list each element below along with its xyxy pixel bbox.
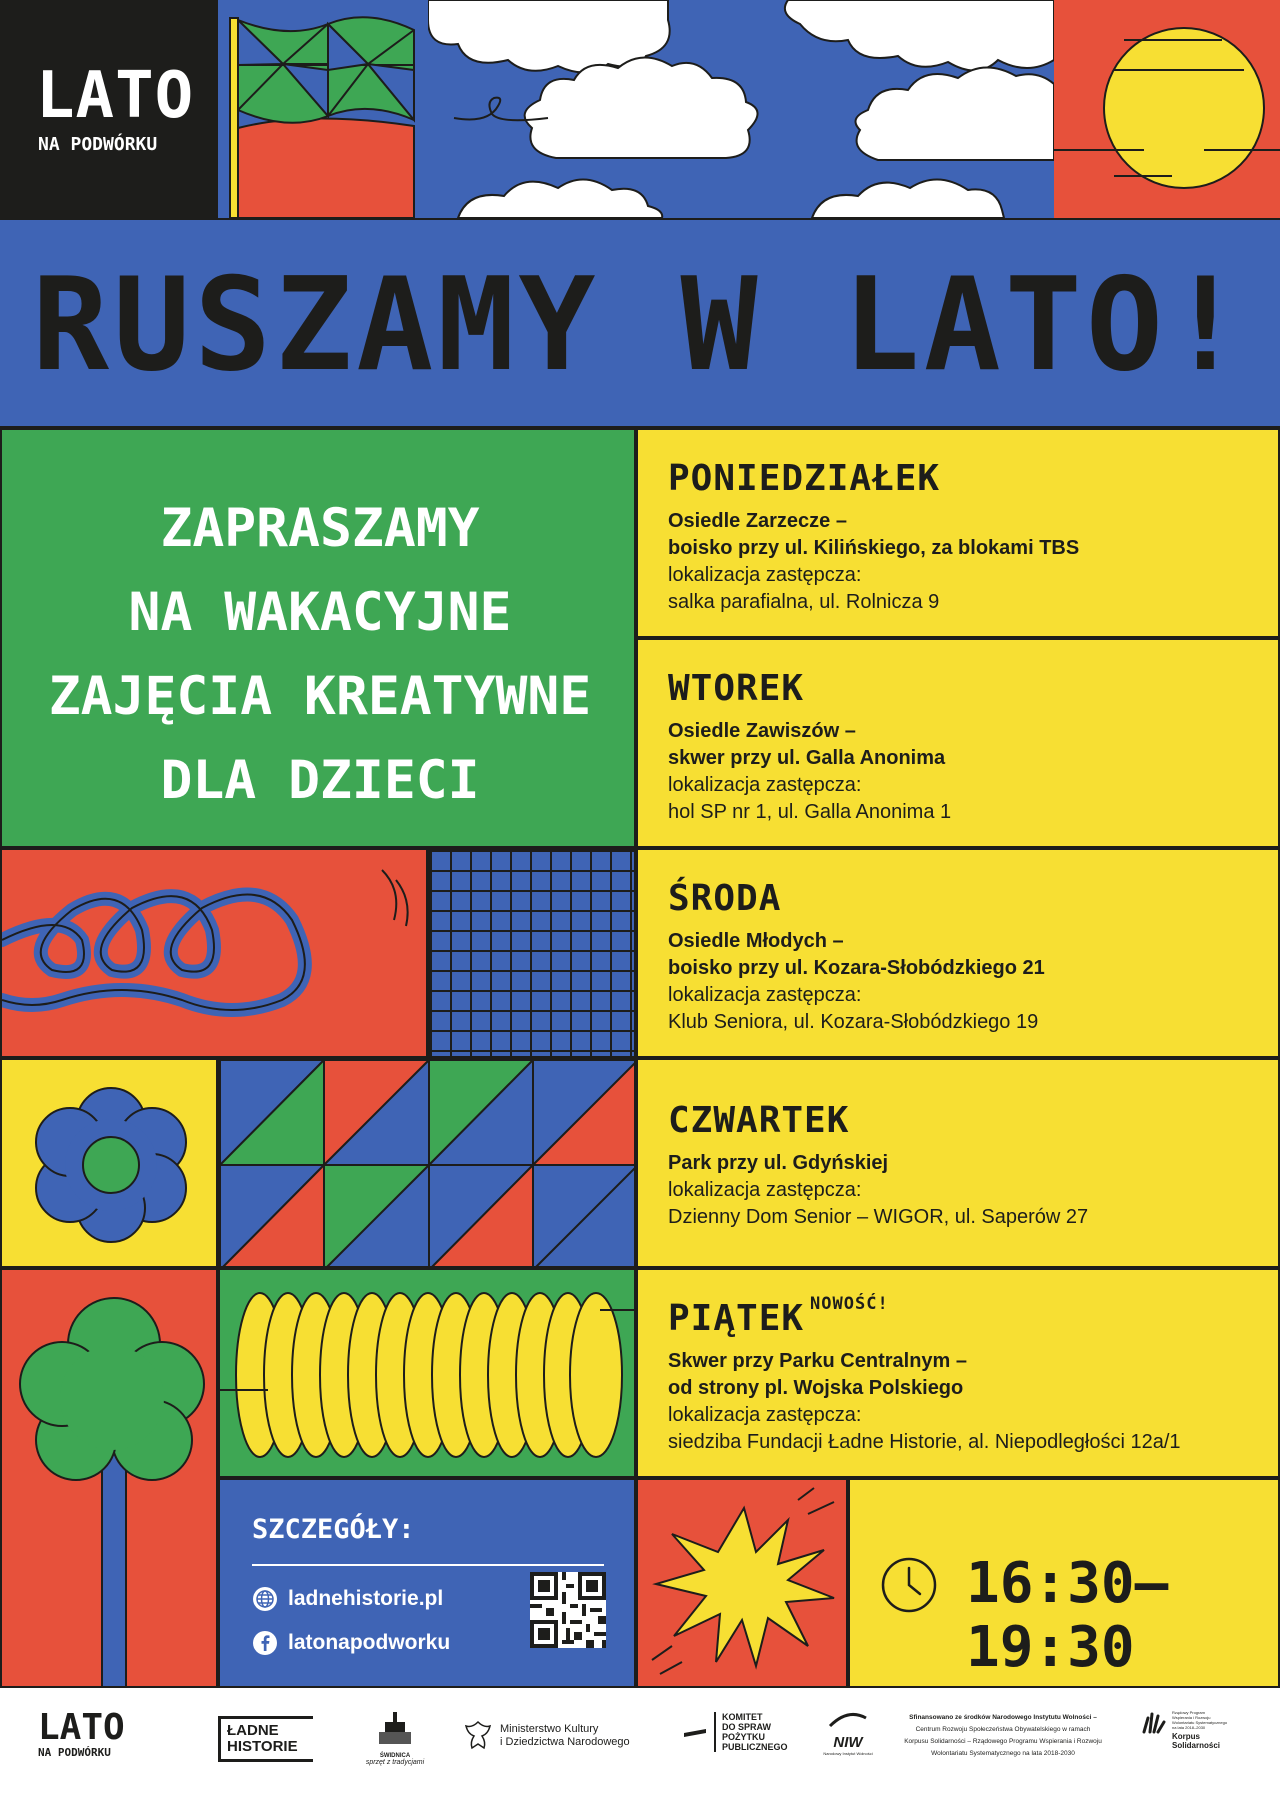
details-heading: SZCZEGÓŁY: [252,1514,415,1545]
schedule-wednesday [636,848,1280,1058]
alt-location: salka parafialna, ul. Rolnicza 9 [668,591,940,613]
alt-location: Dzienny Dom Senior – WIGOR, ul. Saperów 27 [668,1206,1089,1228]
coil-icon [220,1270,636,1478]
alt-label: lokalizacja zastępcza: [668,1179,862,1201]
footer-korpus-logo [1138,1710,1227,1750]
footer-komitet-line: PUBLICZNEGO [722,1742,788,1752]
place-line: Park przy ul. Gdyńskiej [668,1152,889,1174]
flag-panel [218,0,428,218]
headline: RUSZAMY W LATO! [32,251,1248,400]
day-name: PONIEDZIAŁEK [668,458,941,499]
korpus-line: Solidarności [1172,1741,1221,1750]
funding-line: Centrum Rozwoju Społeczeństwa Obywatelskiego w ramach [915,1726,1091,1733]
footer-ministry-logo [462,1718,630,1754]
place-line: Osiedle Zarzecze – [668,510,847,532]
logo-block [0,0,218,218]
footer-niw-subtext: Narodowy Instytut Wolności [823,1751,873,1756]
funding-line: Wolontariatu Systematycznego na lata 2018-2030 [931,1750,1075,1757]
day-heading [668,1100,849,1141]
footer-ladne-line: ŁADNE [227,1722,279,1739]
place-line: od strony pl. Wojska Polskiego [668,1377,964,1399]
day-name: CZWARTEK [668,1100,850,1141]
loops-panel [0,848,428,1058]
footer-swidnica-name: ŚWIDNICA [379,1753,411,1759]
korpus-line: Korpus [1172,1732,1200,1741]
footer-lato-title: LATO [38,1707,125,1748]
footer-swidnica-logo [362,1708,428,1766]
tree-icon [2,1270,218,1688]
website-text: ladnehistorie.pl [288,1587,444,1610]
clock-icon [880,1556,938,1614]
footer-niw-text: NIW [833,1734,863,1751]
day-heading [668,1294,889,1339]
website-link[interactable] [252,1586,443,1612]
schedule-monday [636,428,1280,638]
day-heading [668,458,940,499]
eagle-icon [462,1718,494,1754]
details-panel [218,1478,636,1688]
loop-icon [2,850,428,1058]
footer-logos [0,1688,1280,1801]
footer-niw-logo [820,1712,876,1757]
funding-line: Sfinansowano ze środków Narodowego Instytutu Wolności – [909,1714,1097,1721]
day-name: WTOREK [668,668,805,709]
niw-mark-icon [828,1712,868,1730]
invite-line: ZAPRASZAMY [160,498,480,559]
footer-swidnica-tagline: sprzęt z tradycjami [365,1759,425,1766]
alt-location: hol SP nr 1, ul. Galla Anonima 1 [668,801,952,823]
footer-komitet-line: DO SPRAW [722,1722,772,1732]
sun-panel [1054,0,1280,218]
facebook-link[interactable] [252,1630,450,1656]
burst-icon [638,1480,848,1688]
footer-komitet-line: POŻYTKU [722,1732,766,1742]
flower-icon [2,1060,218,1268]
globe-icon [252,1586,278,1612]
place-line: Osiedle Zawiszów – [668,720,856,742]
details-divider [252,1564,604,1566]
schedule-tuesday [636,638,1280,848]
footer-komitet-line: KOMITET [722,1712,763,1722]
alt-location: Klub Seniora, ul. Kozara-Słobódzkiego 19 [668,1011,1039,1033]
footer-lato-subtitle: NA PODWÓRKU [38,1746,111,1759]
day-name: ŚRODA [668,878,782,919]
flag-mark-icon [682,1725,708,1739]
coil-panel [218,1268,636,1478]
footer-ladne-line: HISTORIE [227,1738,298,1755]
footer-lato-logo [38,1707,125,1760]
qr-code-icon[interactable] [530,1572,606,1648]
burst-panel [636,1478,848,1688]
footer-ladne-logo [218,1716,313,1762]
flower-panel [0,1058,218,1268]
day-name: PIĄTEK [668,1298,805,1339]
invite-line: NA WAKACYJNE [128,582,512,643]
korpus-small-line: Wolontariatu Systematycznego [1172,1720,1228,1725]
footer-komitet-logo [682,1712,788,1752]
time-range: 16:30–19:30 [966,1551,1169,1680]
invite-panel [0,428,636,848]
flag-icon [218,0,428,218]
footer-funding-note [896,1712,1110,1760]
place-line: boisko przy ul. Kozara-Słobódzkiego 21 [668,957,1045,979]
clouds-panel [428,0,1054,218]
alt-label: lokalizacja zastępcza: [668,1404,862,1426]
tree-panel [0,1268,218,1688]
place-line: skwer przy ul. Galla Anonima [668,747,946,769]
footer-ministry-line: Ministerstwo Kultury [500,1723,599,1735]
alt-location: siedziba Fundacji Ładne Historie, al. Niepodległości 12a/1 [668,1431,1181,1453]
triangles-panel [218,1058,636,1268]
schedule-friday [636,1268,1280,1478]
time-panel [848,1478,1280,1688]
footer-ministry-line: i Dziedzictwa Narodowego [500,1736,630,1748]
invite-line: DLA DZIECI [160,750,480,811]
alt-label: lokalizacja zastępcza: [668,564,862,586]
korpus-small-line: na lata 2018–2030 [1172,1725,1206,1730]
alt-label: lokalizacja zastępcza: [668,984,862,1006]
sun-icon [1054,0,1280,218]
triangles-icon [220,1060,636,1268]
hands-icon [1138,1710,1168,1740]
grid-panel [428,848,636,1058]
logo-subtitle: NA PODWÓRKU [38,134,158,155]
facebook-text: latonapodworku [288,1631,451,1654]
place-line: boisko przy ul. Kilińskiego, za blokami TBS [668,537,1080,559]
schedule-thursday [636,1058,1280,1268]
headline-band [0,218,1280,428]
day-heading [668,878,781,919]
invite-line: ZAJĘCIA KREATYWNE [48,666,592,727]
facebook-icon [252,1630,278,1656]
day-heading [668,668,804,709]
alt-label: lokalizacja zastępcza: [668,774,862,796]
town-hall-icon [375,1708,415,1748]
place-line: Osiedle Młodych – [668,930,844,952]
korpus-small-line: Wspierania i Rozwoju [1172,1715,1211,1720]
place-line: Skwer przy Parku Centralnym – [668,1350,968,1372]
funding-line: Korpusu Solidarności – Rządowego Programu Wspierania i Rozwoju [904,1738,1102,1745]
new-badge: NOWOŚĆ! [810,1294,889,1314]
cloud-icon [428,0,1054,218]
korpus-small-line: Rządowy Program [1172,1710,1205,1715]
logo-title: LATO [36,59,195,133]
